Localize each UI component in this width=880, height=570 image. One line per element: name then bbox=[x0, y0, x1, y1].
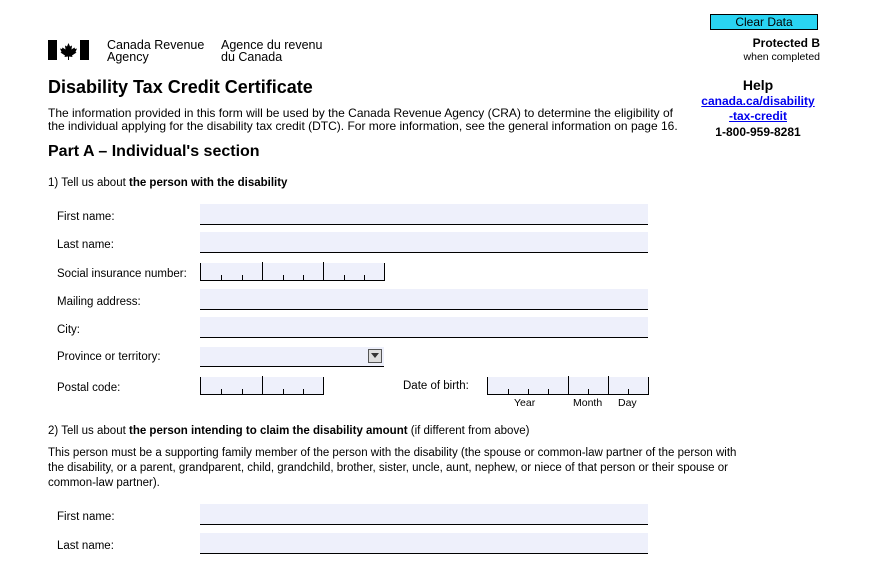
question-2 bbox=[48, 425, 529, 437]
city-input[interactable] bbox=[200, 317, 648, 338]
canada-flag-icon bbox=[48, 40, 89, 60]
dob-year-label: Year bbox=[514, 397, 536, 409]
agency-name-fr bbox=[221, 39, 322, 63]
province-select[interactable] bbox=[200, 347, 384, 367]
dob-label: Date of birth: bbox=[403, 380, 469, 392]
question-1 bbox=[48, 177, 287, 189]
clear-data-button[interactable]: Clear Data bbox=[710, 14, 818, 30]
q2-bold: the person intending to claim the disability amount bbox=[128, 425, 408, 437]
q2-prefix: 2) Tell us about bbox=[48, 425, 129, 437]
postal-code-input[interactable] bbox=[200, 377, 324, 395]
q1-bold: the person with the disability bbox=[128, 177, 288, 189]
q2-para-line2: the disability, or a parent, grandparent, child, grandchild, brother, sister, uncle, aunt, nephew, or niece of that person or their spouse or bbox=[48, 462, 728, 474]
agency-name-en bbox=[107, 39, 204, 63]
q2-suffix: (if different from above) bbox=[407, 425, 530, 437]
last-name-label: Last name: bbox=[57, 239, 114, 251]
dob-input[interactable] bbox=[487, 377, 649, 395]
agency-en-line2: Agency bbox=[107, 50, 149, 64]
help-link-line2[interactable]: -tax-credit bbox=[728, 109, 787, 123]
question-2-description bbox=[48, 446, 788, 491]
intro-line2: the individual applying for the disability tax credit (DTC). For more information, see the general information on page 16. bbox=[48, 118, 678, 133]
agency-fr-line1: Agence du revenu bbox=[221, 38, 323, 52]
claimant-first-name-input[interactable] bbox=[200, 504, 648, 525]
agency-en-line1: Canada Revenue bbox=[107, 38, 205, 52]
sin-input[interactable] bbox=[200, 263, 385, 281]
help-link[interactable] bbox=[700, 94, 816, 124]
first-name-input[interactable] bbox=[200, 204, 648, 225]
agency-fr-line2: du Canada bbox=[221, 50, 283, 64]
q2-para-line1: This person must be a supporting family member of the person with the disability (the spouse or common-law partner of the person with bbox=[48, 447, 737, 459]
province-label: Province or territory: bbox=[57, 351, 161, 363]
help-phone: 1-800-959-8281 bbox=[715, 125, 801, 139]
mailing-address-input[interactable] bbox=[200, 289, 648, 310]
dob-day-label: Day bbox=[618, 397, 637, 409]
dropdown-arrow-icon[interactable] bbox=[368, 349, 382, 363]
help-title: Help bbox=[742, 77, 774, 93]
q2-para-line3: common-law partner). bbox=[48, 477, 160, 489]
sin-label: Social insurance number: bbox=[57, 268, 187, 280]
form-title: Disability Tax Credit Certificate bbox=[48, 77, 313, 97]
postal-code-label: Postal code: bbox=[57, 382, 121, 394]
part-a-heading: Part A – Individual's section bbox=[48, 143, 260, 160]
claimant-last-name-input[interactable] bbox=[200, 533, 648, 554]
protected-note: when completed bbox=[743, 51, 820, 63]
first-name-label: First name: bbox=[57, 211, 115, 223]
intro-line1: The information provided in this form will be used by the Canada Revenue Agency (CRA) to determine the eligibility of bbox=[48, 106, 673, 120]
mailing-address-label: Mailing address: bbox=[57, 296, 141, 308]
dob-month-label: Month bbox=[573, 397, 603, 409]
city-label: City: bbox=[57, 324, 80, 336]
claimant-first-name-label: First name: bbox=[57, 511, 115, 523]
last-name-input[interactable] bbox=[200, 232, 648, 253]
help-link-line1[interactable]: canada.ca/disability bbox=[701, 94, 815, 108]
intro-text bbox=[48, 107, 698, 132]
q1-prefix: 1) Tell us about bbox=[48, 177, 129, 189]
protected-label: Protected B bbox=[752, 36, 820, 50]
claimant-last-name-label: Last name: bbox=[57, 540, 114, 552]
